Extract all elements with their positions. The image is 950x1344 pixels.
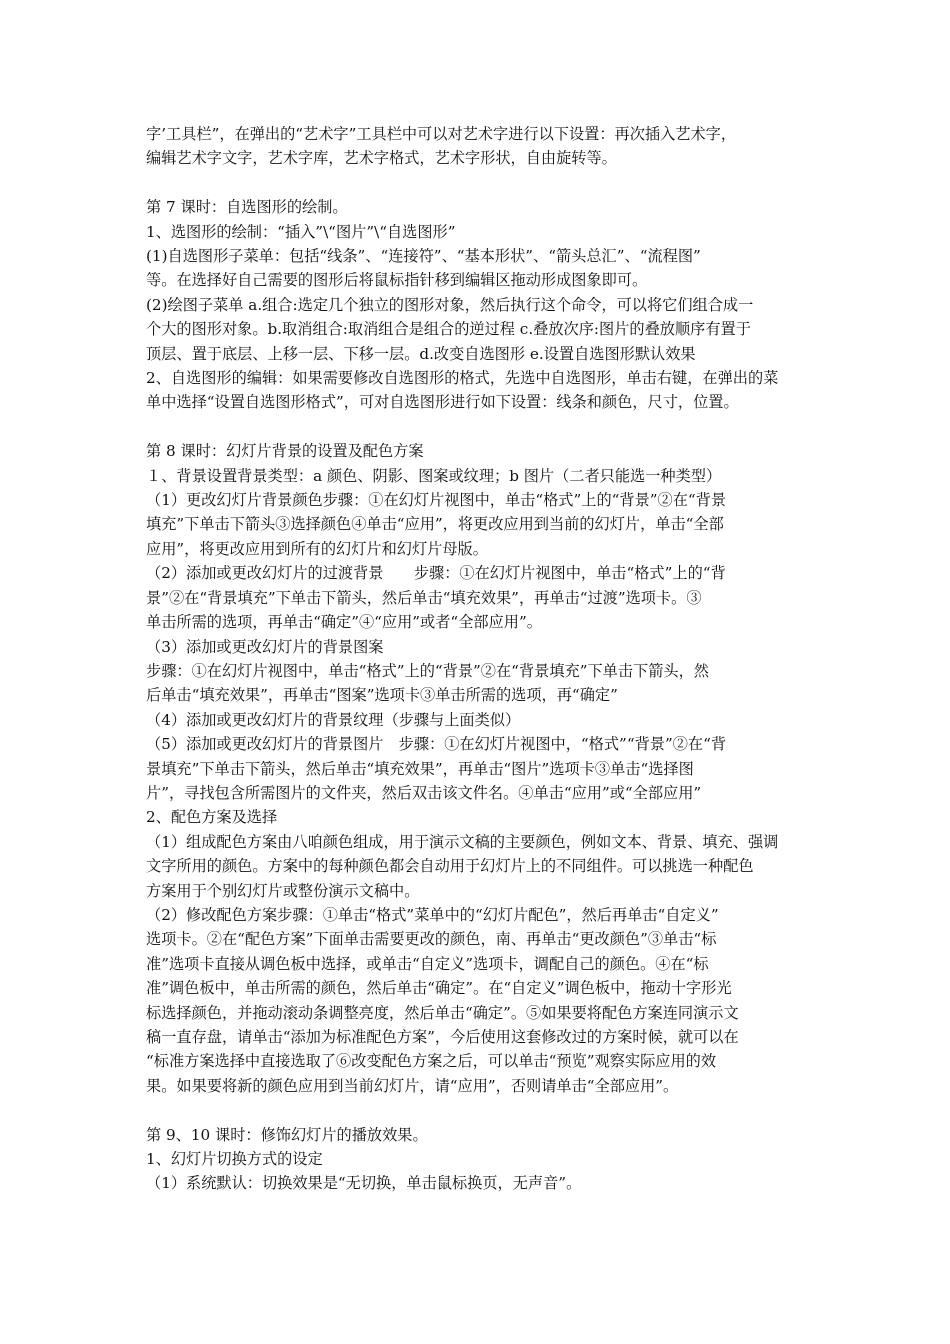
text-line: １、背景设置背景类型：a 颜色、阴影、图案或纹理；b 图片（二者只能选一种类型） [146, 466, 722, 485]
text-line: 单中选择“设置自选图形格式”，可对自选图形进行如下设置：线条和颜色，尺寸，位置。 [146, 393, 739, 412]
text-line: 顶层、置于底层、上移一层、下移一层。d.改变自选图形 e.设置自选图形默认效果 [146, 344, 696, 363]
text-line: 1、选图形的绘制：“插入”\“图片”\“自选图形” [146, 222, 456, 241]
text-line: （1）组成配色方案由八咱颜色组成，用于演示文稿的主要颜色，例如文本、背景、填充、强调 [146, 832, 779, 851]
text-line: 后单击“填充效果”，再单击“图案”选项卡③单击所需的选项，再“确定” [146, 686, 618, 705]
text-line: 步骤：①在幻灯片视图中，单击“格式”上的“背景”②在“背景填充”下单击下箭头，然 [146, 661, 709, 680]
text-line: 方案用于个别幻灯片或整份演示文稿中。 [146, 881, 420, 900]
text-line: 准”选项卡直接从调色板中选择，或单击“自定义”选项卡，调配自己的颜色。④在“标 [146, 954, 709, 973]
paragraph-gap [146, 415, 814, 439]
text-line: 字’工具栏”，在弹出的“艺术字”工具栏中可以对艺术字进行以下设置：再次插入艺术字， [146, 125, 737, 143]
text-line: （2）修改配色方案步骤：①单击“格式”菜单中的“幻灯片配色”，然后再单击“自定义” [146, 905, 719, 924]
text-line: （2）添加或更改幻灯片的过渡背景 步骤：①在幻灯片视图中，单击“格式”上的“背 [146, 564, 726, 583]
text-line: 第 9、10 课时：修饰幻灯片的播放效果。 [146, 1125, 428, 1144]
text-line: 片”，寻找包含所需图片的文件夹，然后双击该文件名。④单击“应用”或“全部应用” [146, 783, 702, 802]
text-line: 景填充”下单击下箭头，然后单击“填充效果”，再单击“图片”选项卡③单击“选择图 [146, 759, 694, 778]
text-line: 应用”，将更改应用到所有的幻灯片和幻灯片母版。 [146, 539, 488, 558]
text-line: 果。如果要将新的颜色应用到当前幻灯片，请“应用”，否则请单击“全部应用”。 [146, 1076, 679, 1095]
text-line: （1）更改幻灯片背景颜色步骤：①在幻灯片视图中，单击“格式”上的“背景”②在“背景 [146, 491, 727, 510]
text-line: 填充”下单击下箭头③选择颜色④单击“应用”，将更改应用到当前的幻灯片，单击“全部 [146, 515, 724, 534]
text-line: 第 7 课时：自选图形的绘制。 [146, 198, 348, 217]
text-line: 景”②在“背景填充”下单击下箭头，然后单击“填充效果”，再单击“过渡”选项卡。③ [146, 588, 702, 607]
paragraph-gap [146, 1098, 814, 1122]
text-line: 2、自选图形的编辑：如果需要修改自选图形的格式，先选中自选图形，单击右键，在弹出的菜 [146, 369, 779, 388]
text-line: （3）添加或更改幻灯片的背景图案 [146, 637, 384, 656]
text-line: （4）添加或更改幻灯片的背景纹理（步骤与上面类似） [146, 710, 521, 729]
text-line: 第 8 课时：幻灯片背景的设置及配色方案 [146, 442, 424, 461]
text-line: 个大的图形对象。b.取消组合:取消组合是组合的逆过程 c.叠放次序:图片的叠放顺序有置于 [146, 320, 751, 339]
document-body [146, 122, 814, 1196]
text-line: (2)绘图子菜单 a.组合:选定几个独立的图形对象，然后执行这个命令，可以将它们组合成一 [146, 295, 754, 314]
text-line: (1)自选图形子菜单：包括“线条”、“连接符”、“基本形状”、“箭头总汇”、“流程图” [146, 247, 701, 266]
text-line: 1、幻灯片切换方式的设定 [146, 1150, 323, 1169]
paragraph-gap [146, 171, 814, 195]
text-line: 稿一直存盘，请单击“添加为标准配色方案”，今后使用这套修改过的方案时候，就可以在 [146, 1028, 739, 1046]
text-line: 选项卡。②在“配色方案”下面单击需要更改的颜色，南、再单击“更改颜色”③单击“标 [146, 930, 717, 949]
text-line: 标选择颜色，并拖动滚动条调整亮度，然后单击“确定”。⑤如果要将配色方案连同演示文 [146, 1003, 739, 1022]
text-line: 单击所需的选项，再单击“确定”④“应用”或者“全部应用”。 [146, 613, 542, 632]
text-line: 文字所用的颜色。方案中的每种颜色都会自动用于幻灯片上的不同组件。可以挑选一种配色 [146, 857, 754, 876]
text-line: “标准方案选择中直接选取了⑥改变配色方案之后，可以单击“预览”观察实际应用的效 [146, 1052, 717, 1071]
text-line: 等。在选择好自己需要的图形后将鼠标指针移到编辑区拖动形成图象即可。 [146, 271, 648, 290]
text-line: （5）添加或更改幻灯片的背景图片 步骤：①在幻灯片视图中，“格式”“背景”②在“背 [146, 735, 727, 754]
text-line: （1）系统默认：切换效果是“无切换，单击鼠标换页，无声音”。 [146, 1174, 582, 1193]
text-line: 编辑艺术字文字，艺术字库，艺术字格式，艺术字形状，自由旋转等。 [146, 149, 617, 168]
text-line: 2、配色方案及选择 [146, 808, 278, 827]
text-line: 准”调色板中，单击所需的颜色，然后单击“确定”。在“自定义”调色板中，拖动十字形光 [146, 979, 732, 998]
